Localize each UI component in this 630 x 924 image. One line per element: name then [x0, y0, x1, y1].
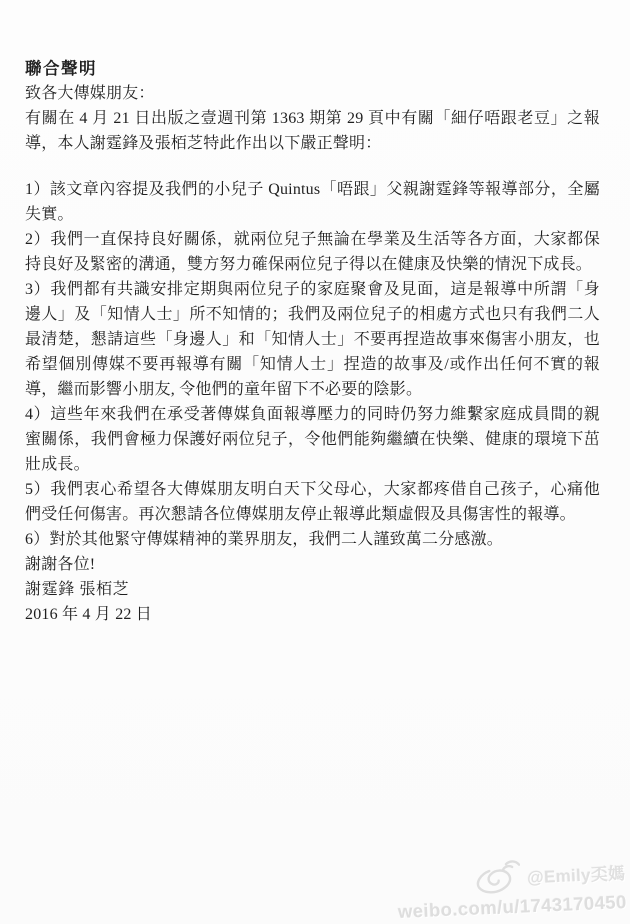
document-title: 聯合聲明	[25, 59, 97, 78]
statement-point-1: 1）該文章內容提及我們的小兒子 Quintus「唔跟」父親謝霆鋒等報導部分，全屬失實。	[25, 181, 600, 223]
intro-paragraph: 有關在 4 月 21 日出版之壹週刊第 1363 期第 29 頁中有關「細仔唔跟老豆」之報導，本人謝霆鋒及張栢芝特此作出以下嚴正聲明：	[25, 110, 600, 152]
signature-names: 謝霆鋒 張栢芝	[25, 581, 130, 598]
statement-point-3: 3）我們都有共識安排定期與兩位兒子的家庭聚會及見面，這是報導中所謂「身邊人」及「知情人士」所不知情的；我們及兩位兒子的相處方式也只有我們二人最清楚，懇請這些「身邊人」和「知情人士」不要再捏造故事來傷害小朋友，也希望個別傳媒不要再報導有關「知情人士」捏造的故事及/或作出任何不實的報導，繼而影響小朋友, 令他們的童年留下不必要的陰影。	[25, 281, 600, 398]
statement-point-6: 6）對於其他緊守傳媒精神的業界朋友，我們二人謹致萬二分感激。	[25, 531, 504, 548]
statement-point-4: 4）這些年來我們在承受著傳媒負面報導壓力的同時仍努力維繫家庭成員間的親蜜關係，我們會極力保護好兩位兒子，令他們能夠繼續在快樂、健康的環境下茁壯成長。	[25, 406, 600, 473]
salutation-line: 致各大傳媒朋友：	[25, 85, 155, 102]
weibo-watermark	[396, 852, 627, 923]
watermark-username: @Emily奀媽	[526, 863, 626, 887]
signature-date: 2016 年 4 月 22 日	[25, 606, 153, 623]
statement-points	[25, 177, 600, 552]
statement-document	[25, 56, 600, 627]
statement-point-2: 2）我們一直保持良好關係，就兩位兒子無論在學業及生活等各方面，大家都保持良好及緊密的溝通，雙方努力確保兩位兒子得以在健康及快樂的情況下成長。	[25, 231, 600, 273]
weibo-icon	[473, 857, 521, 897]
watermark-url: weibo.com/u/1743170450	[397, 891, 628, 922]
statement-point-5: 5）我們衷心希望各大傳媒朋友明白天下父母心，大家都疼借自己孩子，心痛他們受任何傷害。再次懇請各位傳媒朋友停止報導此類虛假及具傷害性的報導。	[25, 481, 600, 523]
closing-line: 謝謝各位!	[25, 556, 96, 573]
